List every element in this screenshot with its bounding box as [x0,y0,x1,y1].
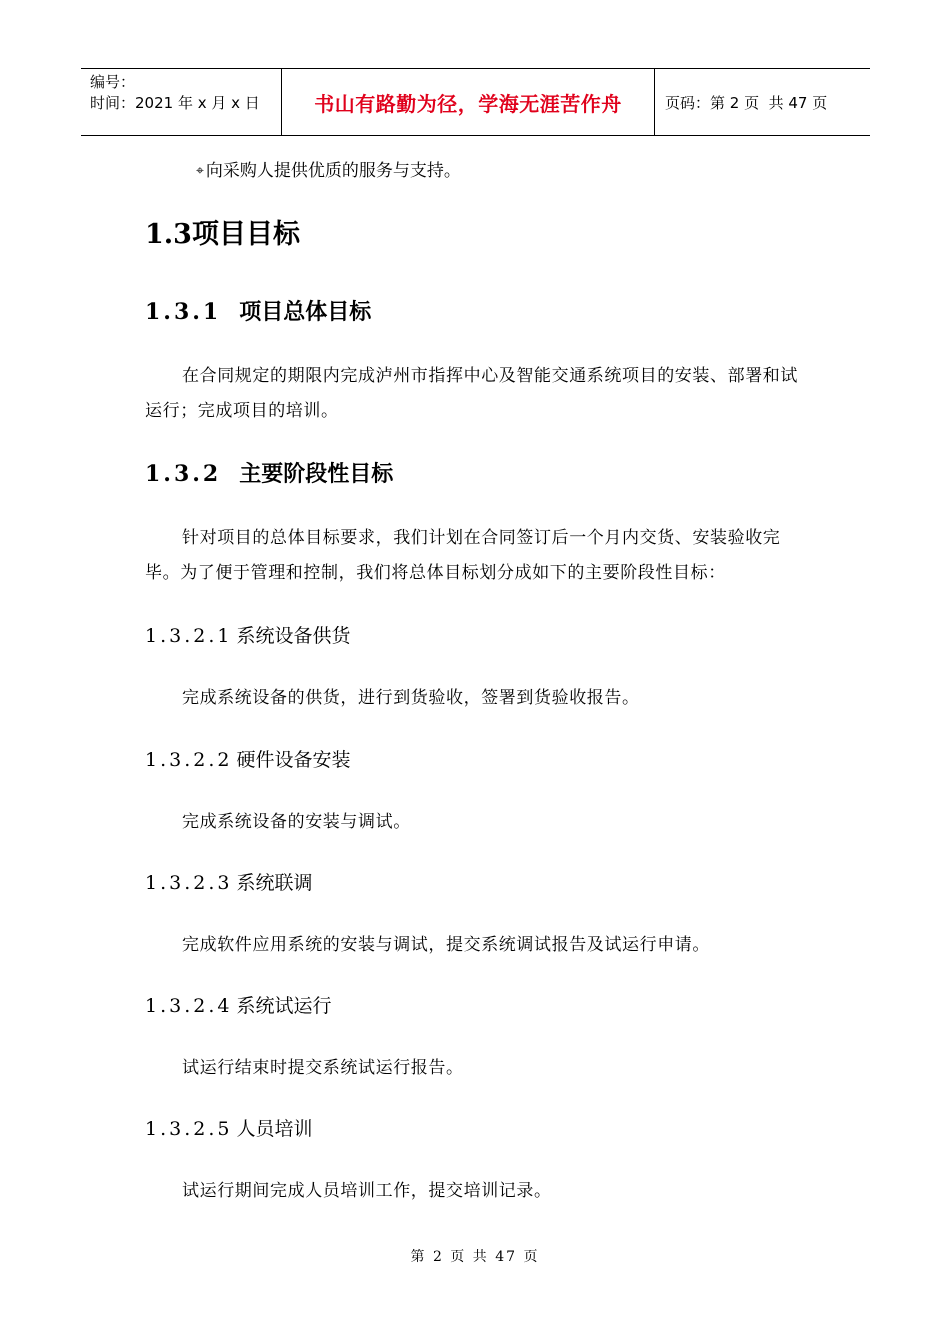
header-page-info-text: 页码：第 2 页 共 47 页 [665,93,828,112]
section-heading-1-3: 1.3项目目标 [145,219,300,250]
section-heading-1-3-2 [145,459,393,489]
subsection-heading [145,1116,313,1142]
subsection-text: 试运行结束时提交系统试运行报告。 [182,1058,464,1078]
subsection-text: 试运行期间完成人员培训工作，提交培训记录。 [182,1181,552,1201]
subsection-heading [145,993,332,1019]
subsection-title: 系统试运行 [236,995,332,1017]
section-number: 1.3.2 [145,461,222,487]
section-title: 项目总体目标 [239,299,372,325]
header-number-label: 编号： [90,73,136,91]
page-header [81,68,870,136]
subsection-text: 完成软件应用系统的安装与调试，提交系统调试报告及试运行申请。 [182,935,710,955]
subsection-heading [145,747,351,773]
header-meta [81,69,282,135]
subsection-title: 系统联调 [236,872,313,894]
header-page-info [655,69,870,135]
subsection-number: 1.3.2.1 [145,625,233,647]
page-footer: 第 2 页 共 47 页 [410,1249,540,1265]
subsection-title: 系统设备供货 [236,625,351,647]
section-heading-1-3-1 [145,297,371,327]
subsection-text: 完成系统设备的供货，进行到货验收，签署到货验收报告。 [182,688,640,708]
subsection-text: 完成系统设备的安装与调试。 [182,812,411,832]
subsection-number: 1.3.2.3 [145,872,233,894]
subsection-number: 1.3.2.5 [145,1118,233,1140]
section-number: 1.3.1 [145,299,222,325]
subsection-heading [145,623,351,649]
header-time-label: 时间：2021 年 x 月 x 日 [90,94,260,112]
subsection-number: 1.3.2.2 [145,749,233,771]
subsection-title: 硬件设备安装 [236,749,351,771]
subsection-number: 1.3.2.4 [145,995,233,1017]
header-motto: 书山有路勤为径，学海无涯苦作舟 [282,69,655,135]
section-title: 主要阶段性目标 [239,461,394,487]
target-bullet-icon: ⌖ [196,163,204,179]
bullet-text: 向采购人提供优质的服务与支持。 [205,161,461,181]
paragraph-1-3-1: 在合同规定的期限内完成泸州市指挥中心及智能交通系统项目的安装、部署和试运行；完成项目的培训。 [145,366,798,421]
subsection-heading [145,870,313,896]
bullet-item [196,158,461,185]
subsection-title: 人员培训 [236,1118,313,1140]
paragraph-1-3-2: 针对项目的总体目标要求，我们计划在合同签订后一个月内交货、安装验收完毕。为了便于管理和控制，我们将总体目标划分成如下的主要阶段性目标： [145,528,781,583]
